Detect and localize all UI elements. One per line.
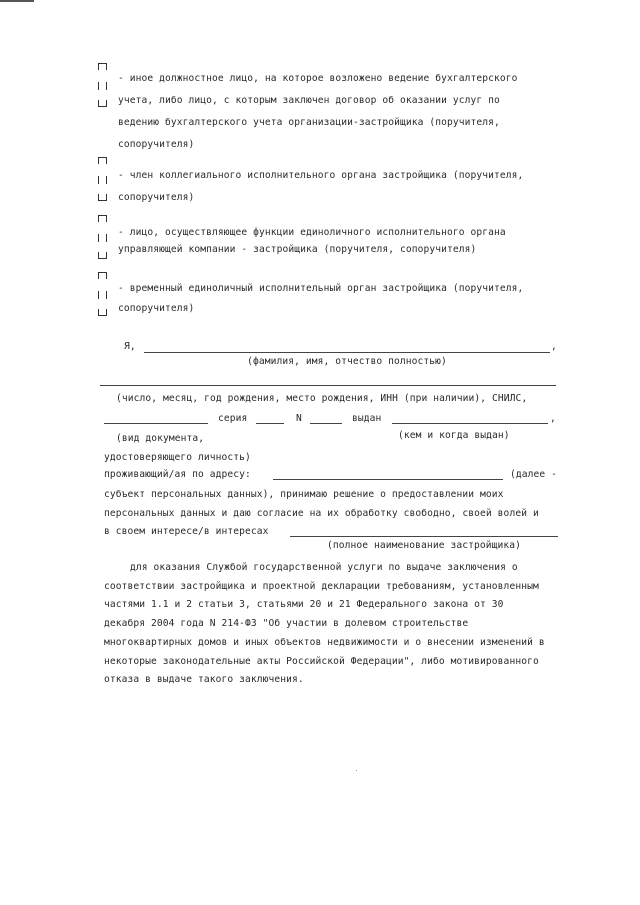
checkbox-management-company[interactable] xyxy=(98,215,107,259)
purpose-line-4: декабря 2004 года N 214-ФЗ "Об участии в долевом строительстве xyxy=(104,618,469,629)
issued-line-end: , xyxy=(550,413,556,424)
option-accountant-line-4: сопоручителя) xyxy=(118,139,195,150)
consent-line-1: субъект персональных данных), принимаю решение о предоставлении моих xyxy=(104,489,504,500)
i-line-end: , xyxy=(551,341,557,352)
full-name-field[interactable] xyxy=(144,352,550,353)
series-field[interactable] xyxy=(256,423,284,424)
option-temporary-executive-line-1: - временный единоличный исполнительный орган застройщика (поручителя, xyxy=(118,283,524,294)
address-field[interactable] xyxy=(273,479,503,480)
purpose-line-3: частями 1.1 и 2 статьи 3, статьями 20 и 21 Федерального закона от 30 xyxy=(104,599,504,610)
i-label: Я, xyxy=(124,341,136,352)
document-type-hint: (вид документа, xyxy=(116,433,205,444)
purpose-line-6: некоторые законодательные акты Российской Федерации", либо мотивированного xyxy=(104,656,539,667)
document-type-hint-2: удостоверяющего личность) xyxy=(104,452,251,463)
full-name-hint: (фамилия, имя, отчество полностью) xyxy=(247,356,447,367)
document-type-field[interactable] xyxy=(104,423,208,424)
purpose-line-7: отказа в выдаче такого заключения. xyxy=(104,674,304,685)
purpose-line-5: многоквартирных домов и иных объектов недвижимости и о внесении изменений в xyxy=(104,637,545,648)
number-label: N xyxy=(296,413,302,424)
checkbox-accountant[interactable] xyxy=(98,63,107,107)
purpose-line-1: для оказания Службой государственной услуги по выдаче заключения о xyxy=(130,562,518,573)
option-management-company-line-2: управляющей компании - застройщика (поручителя, сопоручителя) xyxy=(118,244,477,255)
birth-details-hint: (число, месяц, год рождения, место рождения, ИНН (при наличии), СНИЛС, xyxy=(116,393,528,404)
series-label: серия xyxy=(218,413,248,424)
option-management-company-line-1: - лицо, осуществляющее функции единоличного исполнительного органа xyxy=(118,227,506,238)
interest-label: в своем интересе/в интересах xyxy=(104,526,269,537)
scan-edge-mark xyxy=(0,0,34,2)
birth-details-field[interactable] xyxy=(100,385,556,386)
option-accountant-line-2: учета, либо лицо, с которым заключен договор об оказании услуг по xyxy=(118,95,500,106)
purpose-line-2: соответствии застройщика и проектной декларации требованиям, установленным xyxy=(104,581,539,592)
developer-name-hint: (полное наименование застройщика) xyxy=(327,540,521,551)
number-field[interactable] xyxy=(310,423,342,424)
option-temporary-executive-line-2: сопоручителя) xyxy=(118,303,195,314)
developer-name-field[interactable] xyxy=(290,536,558,537)
issued-by-field[interactable] xyxy=(392,423,548,424)
option-accountant-line-3: ведению бухгалтерского учета организации-застройщика (поручителя, xyxy=(118,117,500,128)
option-accountant-line-1: - иное должностное лицо, на которое возложено ведение бухгалтерского xyxy=(118,73,518,84)
issuer-hint: (кем и когда выдан) xyxy=(398,430,510,441)
address-line-end: (далее - xyxy=(510,469,558,480)
consent-line-2: персональных данных и даю согласие на их обработку свободно, своей волей и xyxy=(104,508,539,519)
option-board-member-line-1: - член коллегиального исполнительного органа застройщика (поручителя, xyxy=(118,170,524,181)
checkbox-temporary-executive[interactable] xyxy=(98,272,107,316)
option-board-member-line-2: сопоручителя) xyxy=(118,192,195,203)
issued-label: выдан xyxy=(352,413,382,424)
scan-speck xyxy=(356,770,357,771)
checkbox-board-member[interactable] xyxy=(98,157,107,201)
address-label: проживающий/ая по адресу: xyxy=(104,469,251,480)
